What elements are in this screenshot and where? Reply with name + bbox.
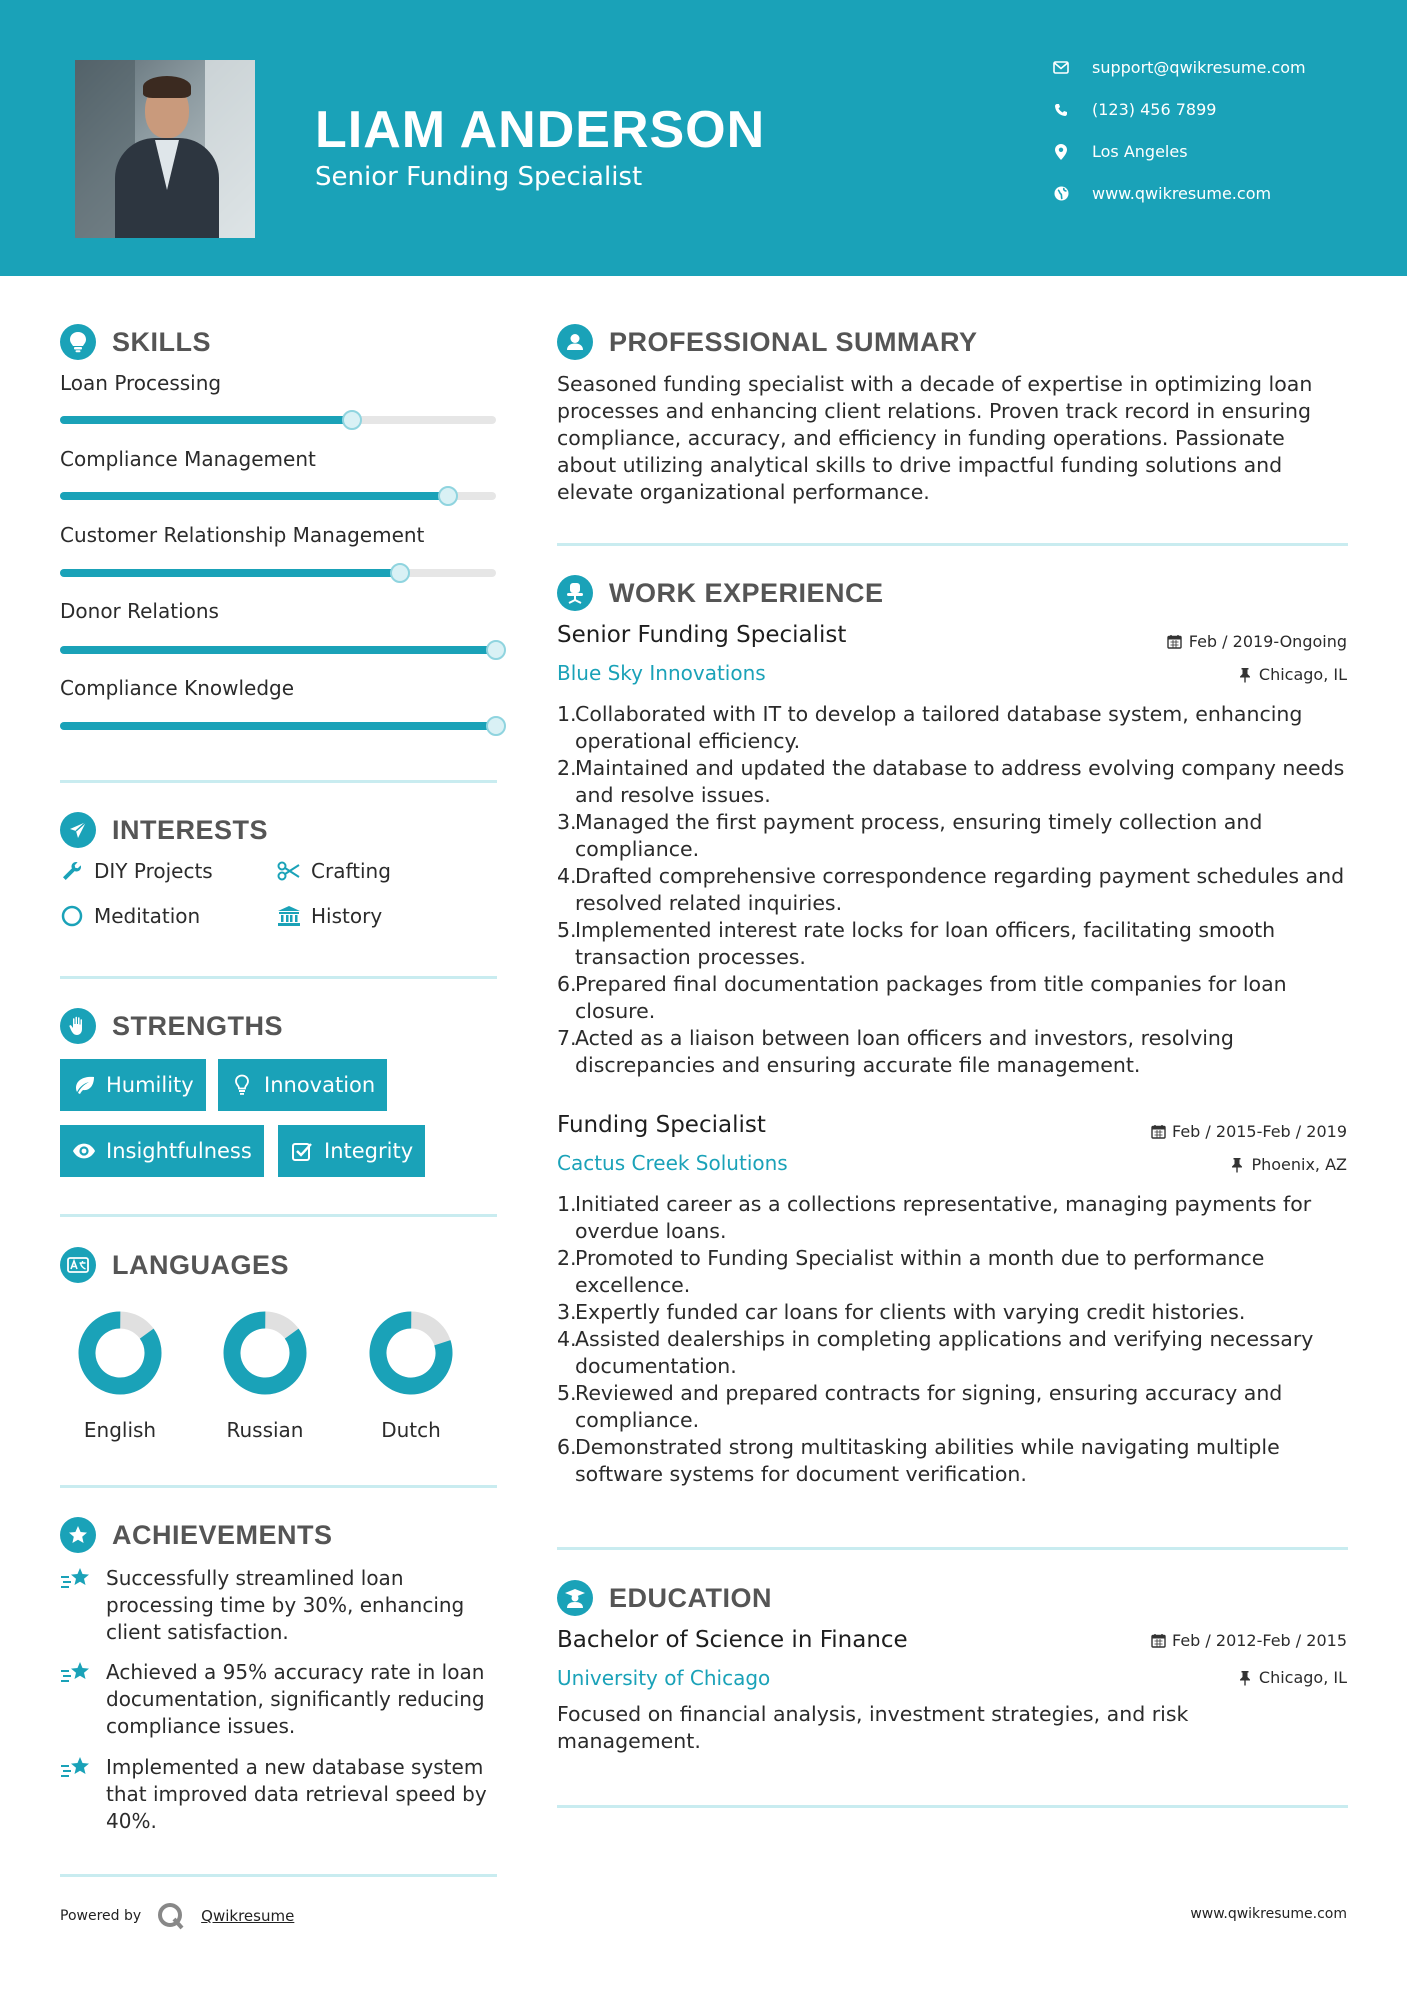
education-date xyxy=(1150,1631,1347,1650)
achievement-text: Successfully streamlined loan processing time by 30%, enhancing client satisfaction. xyxy=(106,1566,465,1644)
circle-icon xyxy=(60,904,84,928)
education-heading: EDUCATION xyxy=(609,1582,772,1613)
pushpin-icon xyxy=(1229,1157,1245,1173)
interest-label: Meditation xyxy=(94,904,201,928)
achievements-section-heading xyxy=(60,1517,333,1553)
skill-label: Compliance Knowledge xyxy=(60,676,295,700)
lightbulb-icon xyxy=(230,1073,254,1097)
contact-email[interactable] xyxy=(1052,58,1382,77)
list-item: 7. Acted as a liaison between loan officers and investors, resolving discrepancies and ensuring accurate file management. xyxy=(557,1026,1234,1077)
achievement-text: Achieved a 95% accuracy rate in loan documentation, significantly reducing compliance issues. xyxy=(106,1660,485,1738)
section-divider xyxy=(557,1805,1348,1808)
language-donut xyxy=(220,1308,310,1398)
shooting-star-icon xyxy=(60,1565,92,1593)
language-label: Russian xyxy=(226,1418,304,1442)
list-item: 6. Prepared final documentation packages from title companies for loan closure. xyxy=(557,972,1287,1023)
job-date xyxy=(1150,1122,1347,1141)
office-chair-icon xyxy=(557,575,593,611)
summary-section-heading xyxy=(557,324,978,360)
skill-label: Loan Processing xyxy=(60,371,222,395)
hand-icon xyxy=(60,1008,96,1044)
interest-item xyxy=(60,859,213,883)
skills-heading: SKILLS xyxy=(112,326,212,357)
list-item: 5. Reviewed and prepared contracts for signing, ensuring accuracy and compliance. xyxy=(557,1381,1283,1432)
contact-website-text: www.qwikresume.com xyxy=(1092,184,1272,203)
company-name: Cactus Creek Solutions xyxy=(557,1151,788,1175)
interests-heading: INTERESTS xyxy=(112,814,269,845)
skill-bar xyxy=(60,492,496,500)
leaf-icon xyxy=(72,1073,96,1097)
scissors-icon xyxy=(277,859,301,883)
resume-header xyxy=(0,0,1407,276)
shooting-star-icon xyxy=(60,1754,92,1782)
interest-label: Crafting xyxy=(311,859,391,883)
skill-label: Compliance Management xyxy=(60,447,316,471)
language-label: English xyxy=(83,1418,157,1442)
skill-bar xyxy=(60,416,496,424)
achievement-text: Implemented a new database system that improved data retrieval speed by 40%. xyxy=(106,1755,487,1833)
education-description: Focused on financial analysis, investment strategies, and risk management. xyxy=(557,1702,1189,1753)
candidate-name: LIAM ANDERSON xyxy=(315,101,766,159)
contact-email-text: support@qwikresume.com xyxy=(1092,58,1306,77)
brand-link[interactable]: Qwikresume xyxy=(201,1907,295,1925)
list-item: 3. Expertly funded car loans for clients with varying credit histories. xyxy=(557,1300,1246,1324)
shooting-star-icon xyxy=(60,1659,92,1687)
experience-section-heading xyxy=(557,575,884,611)
list-item: 3. Managed the first payment process, ensuring timely collection and compliance. xyxy=(557,810,1263,861)
job-responsibilities xyxy=(557,1191,1347,1488)
language-item xyxy=(210,1308,320,1442)
achievement-item xyxy=(60,1659,500,1740)
language-item xyxy=(65,1308,175,1442)
job-title: Funding Specialist xyxy=(557,1112,766,1138)
job-location-text: Phoenix, AZ xyxy=(1251,1155,1347,1174)
contact-location-text: Los Angeles xyxy=(1092,142,1188,161)
interest-item xyxy=(277,904,382,928)
language-donut xyxy=(75,1308,165,1398)
contact-location xyxy=(1052,142,1382,161)
paper-plane-icon xyxy=(60,812,96,848)
translate-icon xyxy=(60,1247,96,1283)
degree-title: Bachelor of Science in Finance xyxy=(557,1627,908,1653)
strength-label: Insightfulness xyxy=(106,1139,252,1163)
skill-label: Customer Relationship Management xyxy=(60,523,425,547)
education-location xyxy=(1237,1668,1347,1687)
calendar-icon xyxy=(1167,634,1183,650)
interest-label: History xyxy=(311,904,383,928)
phone-icon xyxy=(1052,101,1070,119)
job-date-text: Feb / 2019-Ongoing xyxy=(1188,632,1347,651)
interest-item xyxy=(60,904,200,928)
powered-by-text: Powered by xyxy=(60,1908,142,1924)
interest-label: DIY Projects xyxy=(94,859,213,883)
language-label: Dutch xyxy=(381,1418,441,1442)
qwikresume-logo-icon xyxy=(155,1900,187,1932)
company-name: Blue Sky Innovations xyxy=(557,661,766,685)
star-badge-icon xyxy=(60,1517,96,1553)
checkbox-icon xyxy=(290,1139,314,1163)
strength-chip xyxy=(218,1059,387,1111)
job-responsibilities xyxy=(557,701,1347,1079)
profile-photo xyxy=(75,60,255,238)
strength-label: Innovation xyxy=(264,1073,376,1097)
achievements-heading: ACHIEVEMENTS xyxy=(112,1519,333,1550)
skill-bar-knob xyxy=(486,716,506,736)
strength-label: Integrity xyxy=(324,1139,414,1163)
languages-section-heading xyxy=(60,1247,289,1283)
job-date xyxy=(1167,632,1347,651)
achievement-item xyxy=(60,1754,500,1835)
pushpin-icon xyxy=(1237,667,1253,683)
education-date-text: Feb / 2012-Feb / 2015 xyxy=(1172,1631,1347,1650)
footer-url[interactable]: www.qwikresume.com xyxy=(1190,1906,1347,1922)
summary-text: Seasoned funding specialist with a decade of expertise in optimizing loan processes and enhancing client relations. Proven track record in ensuring compliance, accuracy, and efficiency in funding operations. Passionate about utilizing analytical skills to drive impactful funding solutions and elevate organizational performance. xyxy=(557,372,1313,504)
summary-heading: PROFESSIONAL SUMMARY xyxy=(609,326,978,357)
section-divider xyxy=(60,1874,497,1877)
section-divider xyxy=(60,976,497,979)
calendar-icon xyxy=(1150,1124,1166,1140)
skills-section-heading xyxy=(60,324,211,360)
language-item xyxy=(356,1308,466,1442)
strength-chip xyxy=(278,1125,425,1177)
skill-bar-knob xyxy=(390,563,410,583)
section-divider xyxy=(557,543,1348,546)
interests-section-heading xyxy=(60,812,268,848)
skill-bar-fill xyxy=(60,646,496,654)
job-title: Senior Funding Specialist xyxy=(557,622,847,648)
list-item: 4. Assisted dealerships in completing applications and verifying necessary documentation. xyxy=(557,1327,1314,1378)
envelope-icon xyxy=(1052,59,1070,77)
contact-phone[interactable] xyxy=(1052,100,1382,119)
skill-label: Donor Relations xyxy=(60,599,219,623)
footer-powered-by xyxy=(60,1900,294,1932)
skill-bar-fill xyxy=(60,416,352,424)
wrench-icon xyxy=(60,859,84,883)
school-name: University of Chicago xyxy=(557,1666,771,1690)
skill-bar xyxy=(60,646,496,654)
skill-bar-knob xyxy=(438,486,458,506)
eye-icon xyxy=(72,1139,96,1163)
education-section-heading xyxy=(557,1580,772,1616)
strength-chip xyxy=(60,1125,264,1177)
lightbulb-icon xyxy=(60,324,96,360)
calendar-icon xyxy=(1150,1633,1166,1649)
languages-heading: LANGUAGES xyxy=(112,1249,290,1280)
graduate-icon xyxy=(557,1580,593,1616)
candidate-title: Senior Funding Specialist xyxy=(315,162,643,192)
list-item: 2. Promoted to Funding Specialist within a month due to performance excellence. xyxy=(557,1246,1265,1297)
section-divider xyxy=(557,1547,1348,1550)
skill-bar xyxy=(60,722,496,730)
strengths-heading: STRENGTHS xyxy=(112,1010,284,1041)
language-donut xyxy=(366,1308,456,1398)
strength-chip xyxy=(60,1059,206,1111)
interest-item xyxy=(277,859,391,883)
list-item: 4. Drafted comprehensive correspondence regarding payment schedules and resolved related inquiries. xyxy=(557,864,1345,915)
skill-bar-fill xyxy=(60,492,448,500)
skill-bar-knob xyxy=(342,410,362,430)
strength-label: Humility xyxy=(106,1073,194,1097)
pushpin-icon xyxy=(1237,1670,1253,1686)
job-location xyxy=(1229,1155,1347,1174)
job-location-text: Chicago, IL xyxy=(1258,665,1347,684)
section-divider xyxy=(60,1214,497,1217)
achievement-item xyxy=(60,1565,500,1646)
strengths-section-heading xyxy=(60,1008,283,1044)
skill-bar xyxy=(60,569,496,577)
list-item: 1. Initiated career as a collections representative, managing payments for overdue loans. xyxy=(557,1192,1312,1243)
list-item: 2. Maintained and updated the database to address evolving company needs and resolve issues. xyxy=(557,756,1345,807)
list-item: 6. Demonstrated strong multitasking abilities while navigating multiple software systems for document verification. xyxy=(557,1435,1280,1486)
section-divider xyxy=(60,1485,497,1488)
list-item: 5. Implemented interest rate locks for loan officers, facilitating smooth transaction processes. xyxy=(557,918,1276,969)
skill-bar-knob xyxy=(486,640,506,660)
globe-icon xyxy=(1052,185,1070,203)
bank-icon xyxy=(277,904,301,928)
contact-phone-text: (123) 456 7899 xyxy=(1092,100,1217,119)
user-icon xyxy=(557,324,593,360)
job-location xyxy=(1237,665,1347,684)
section-divider xyxy=(60,780,497,783)
list-item: 1. Collaborated with IT to develop a tailored database system, enhancing operational efficiency. xyxy=(557,702,1303,753)
map-pin-icon xyxy=(1052,143,1070,161)
experience-heading: WORK EXPERIENCE xyxy=(609,577,884,608)
education-location-text: Chicago, IL xyxy=(1258,1668,1347,1687)
contact-website[interactable] xyxy=(1052,184,1382,203)
skill-bar-fill xyxy=(60,569,400,577)
job-date-text: Feb / 2015-Feb / 2019 xyxy=(1172,1122,1347,1141)
skill-bar-fill xyxy=(60,722,496,730)
